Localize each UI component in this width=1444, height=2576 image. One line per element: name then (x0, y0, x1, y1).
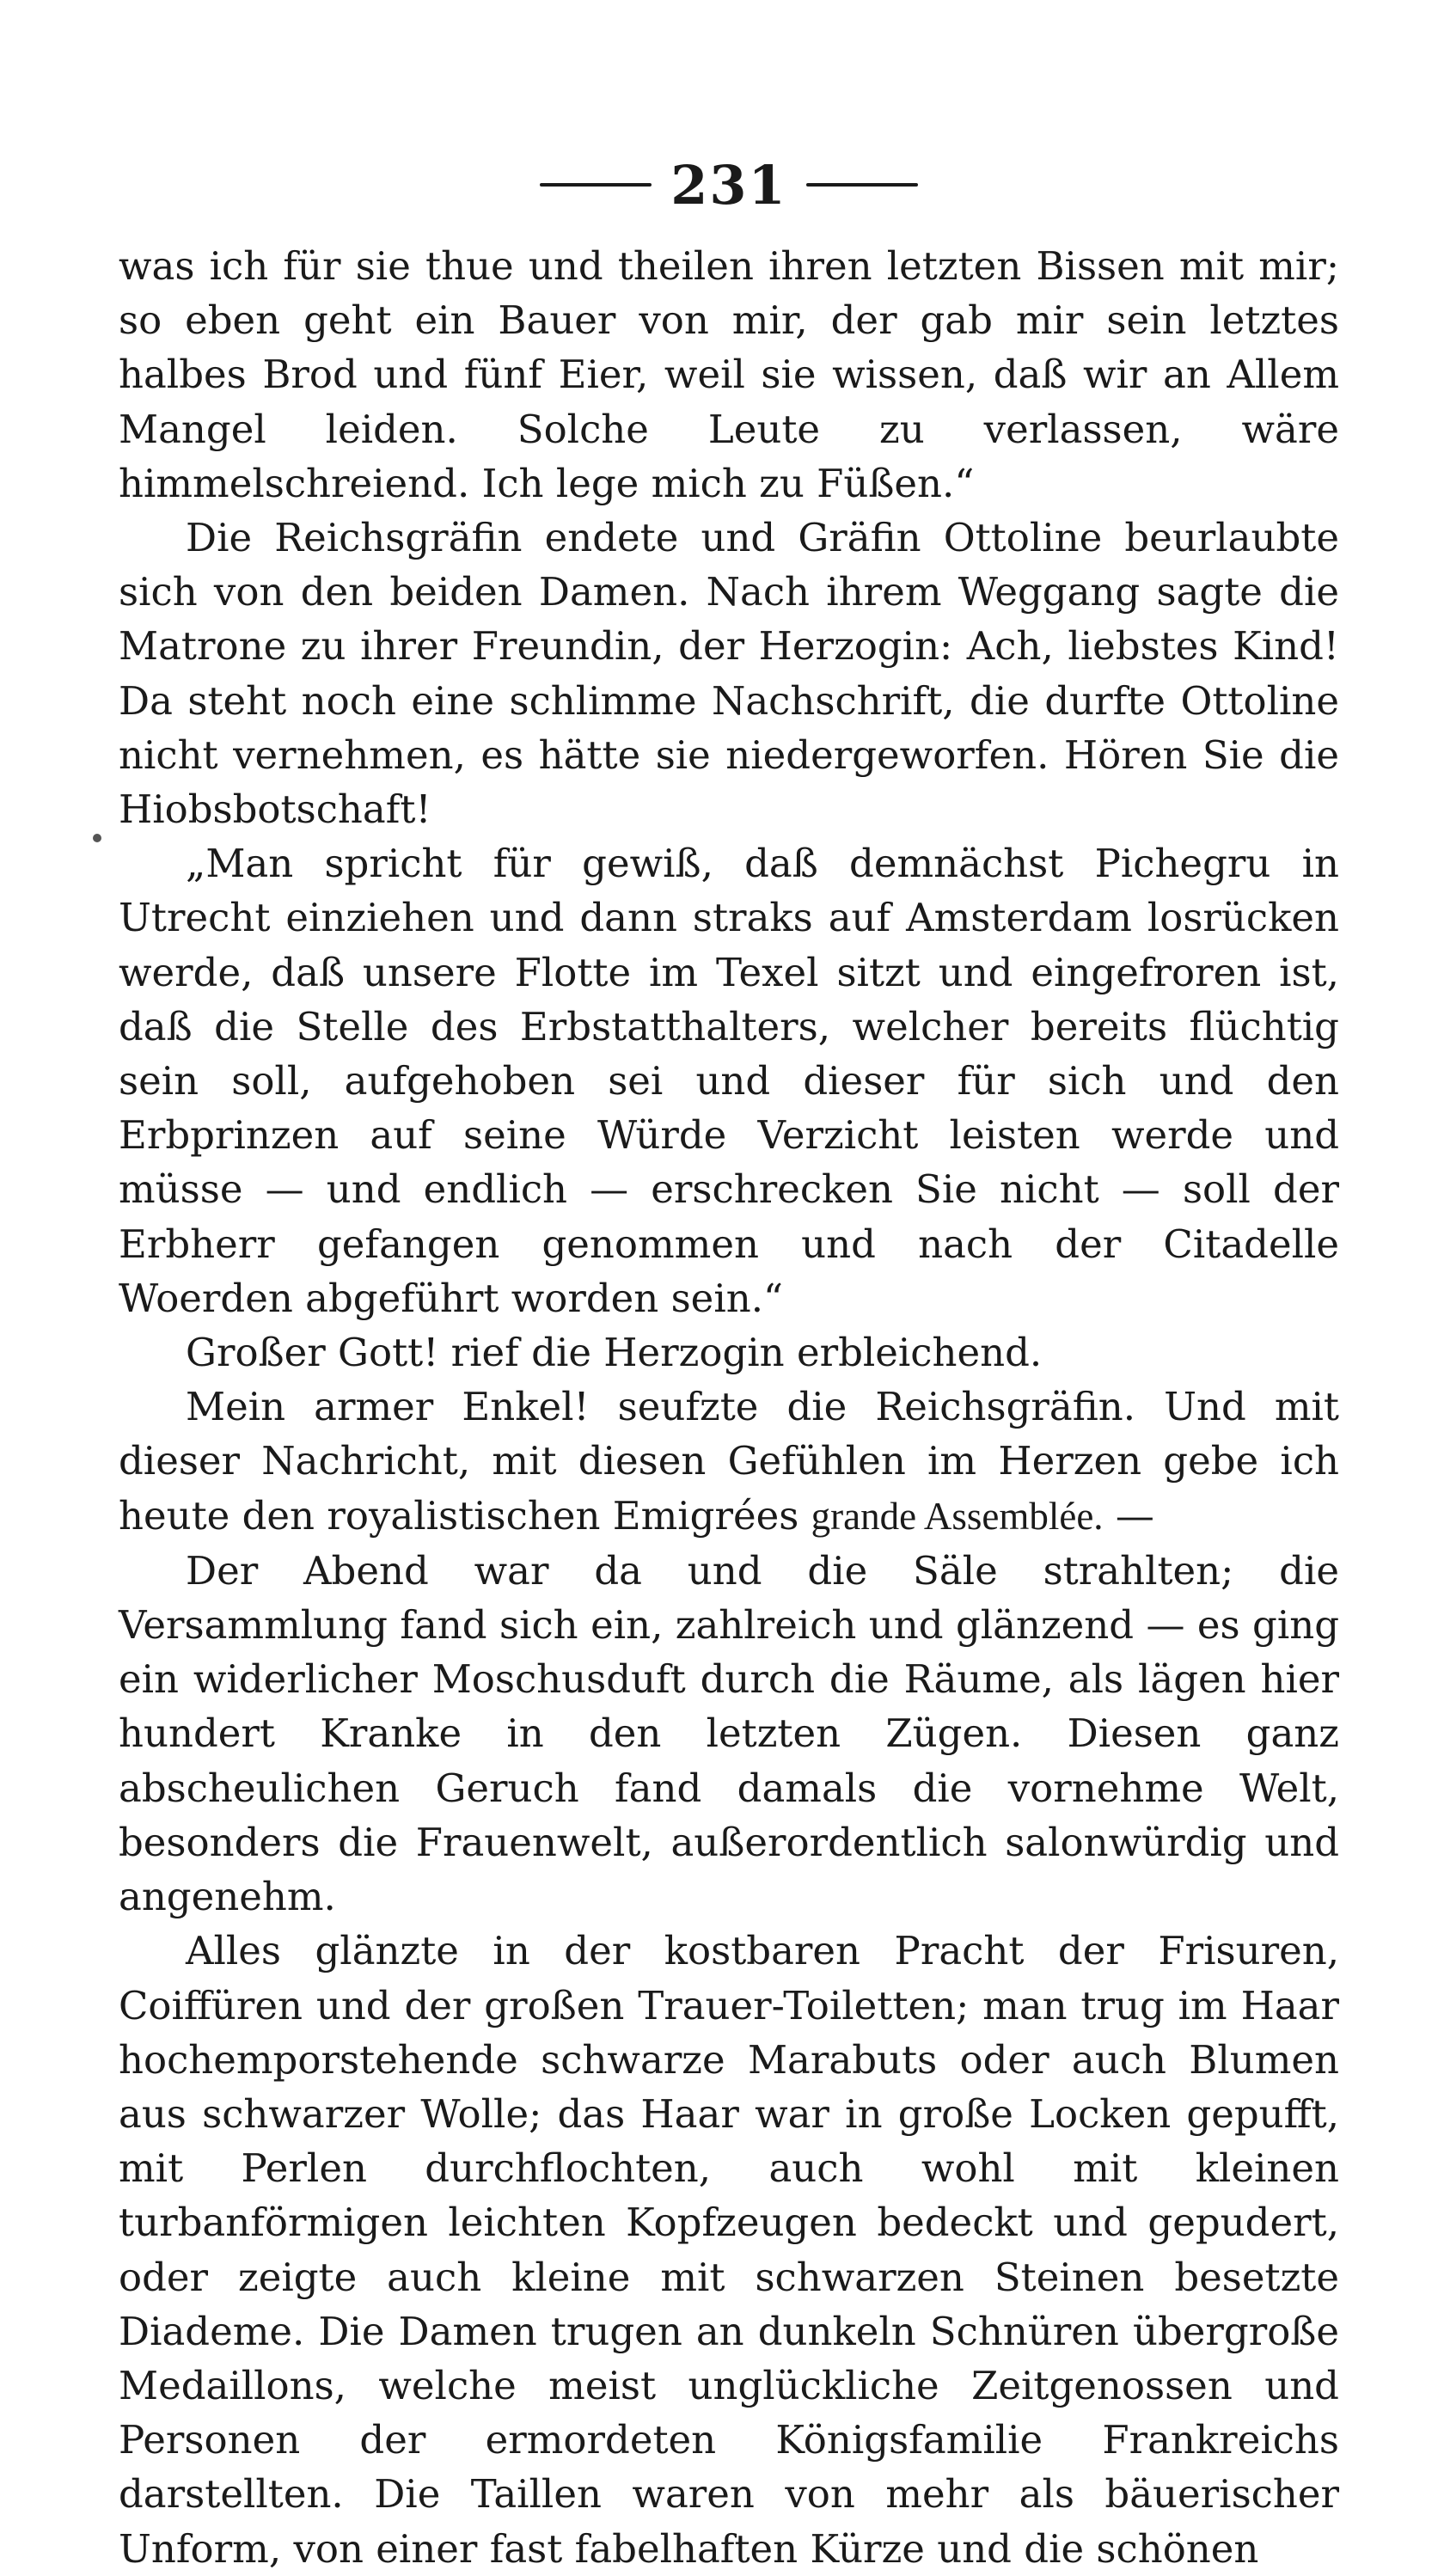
antiqua-phrase: grande Assemblée. (811, 1494, 1104, 1538)
ink-speck (93, 834, 101, 842)
paragraph-2: Die Reichsgräfin endete und Gräfin Ottoline beurlaubte sich von den beiden Damen. Nach ihrem Weggang sagte die Matrone zu ihrer Freundin, der Herzogin: Ach, liebstes Kind! Da steht noch eine schlimme Nachschrift, die durfte Ottoline nicht vernehmen, es hätte sie niedergeworfen. Hören Sie die Hiobsbotschaft! (119, 515, 1339, 833)
header-rule-left (540, 183, 652, 187)
book-page (119, 146, 1339, 2576)
paragraph-7: Alles glänzte in der kostbaren Pracht der Frisuren, Coiffüren und der großen Trauer-Toiletten; man trug im Haar hochemporstehende schwarze Marabuts oder auch Blumen aus schwarzer Wolle; das Haar war in große Locken gepufft, mit Perlen durchflochten, auch wohl mit kleinen turbanförmigen leichten Kopfzeugen bedeckt und gepudert, oder zeigte auch kleine mit schwarzen Steinen besetzte Diademe. Die Damen trugen an dunkeln Schnüren übergroße Medaillons, welche meist unglückliche Zeitgenossen und Personen der ermordeten Königsfamilie Frankreichs darstellten. Die Taillen waren von mehr als bäuerischer Unform, von einer fast fabelhaften Kürze und die schönen (119, 1928, 1339, 2572)
header-rule-right (806, 183, 918, 187)
page-header (119, 146, 1339, 223)
body-text (119, 239, 1339, 2576)
paragraph-5-text: Mein armer Enkel! seufzte die Reichsgräfin. Und mit dieser Nachricht, mit diesen Gefühlen im Herzen gebe ich heute den royalistischen Emigrées (119, 1384, 1339, 1539)
paragraph-4: Großer Gott! rief die Herzogin erbleichend. (186, 1330, 1043, 1376)
paragraph-5-dash: — (1103, 1492, 1154, 1539)
page-number: 231 (670, 153, 787, 217)
paragraph-5 (119, 1380, 1339, 1544)
paragraph-6: Der Abend war da und die Säle strahlten; die Versammlung fand sich ein, zahlreich und glänzend — es ging ein widerlicher Moschusduft durch die Räume, als lägen hier hundert Kranke in den letzten Zügen. Diesen ganz abscheulichen Geruch fand damals die vornehme Welt, besonders die Frauenwelt, außerordentlich salonwürdig und angenehm. (119, 1547, 1339, 1920)
paragraph-3: „Man spricht für gewiß, daß demnächst Pichegru in Utrecht einziehen und dann straks auf Amsterdam losrücken werde, daß unsere Flotte im Texel sitzt und eingefroren ist, daß die Stelle des Erbstatthalters, welcher bereits flüchtig sein soll, aufgehoben sei und dieser für sich und den Erbprinzen auf seine Würde Verzicht leisten werde und müsse — und endlich — erschrecken Sie nicht — soll der Erbherr gefangen genommen und nach der Citadelle Woerden abgeführt worden sein.“ (119, 841, 1339, 1321)
paragraph-1: was ich für sie thue und theilen ihren letzten Bissen mit mir; so eben geht ein Bauer von mir, der gab mir sein letztes halbes Brod und fünf Eier, weil sie wissen, daß wir an Allem Mangel leiden. Solche Leute zu verlassen, wäre himmelschreiend. Ich lege mich zu Füßen.“ (119, 243, 1339, 506)
